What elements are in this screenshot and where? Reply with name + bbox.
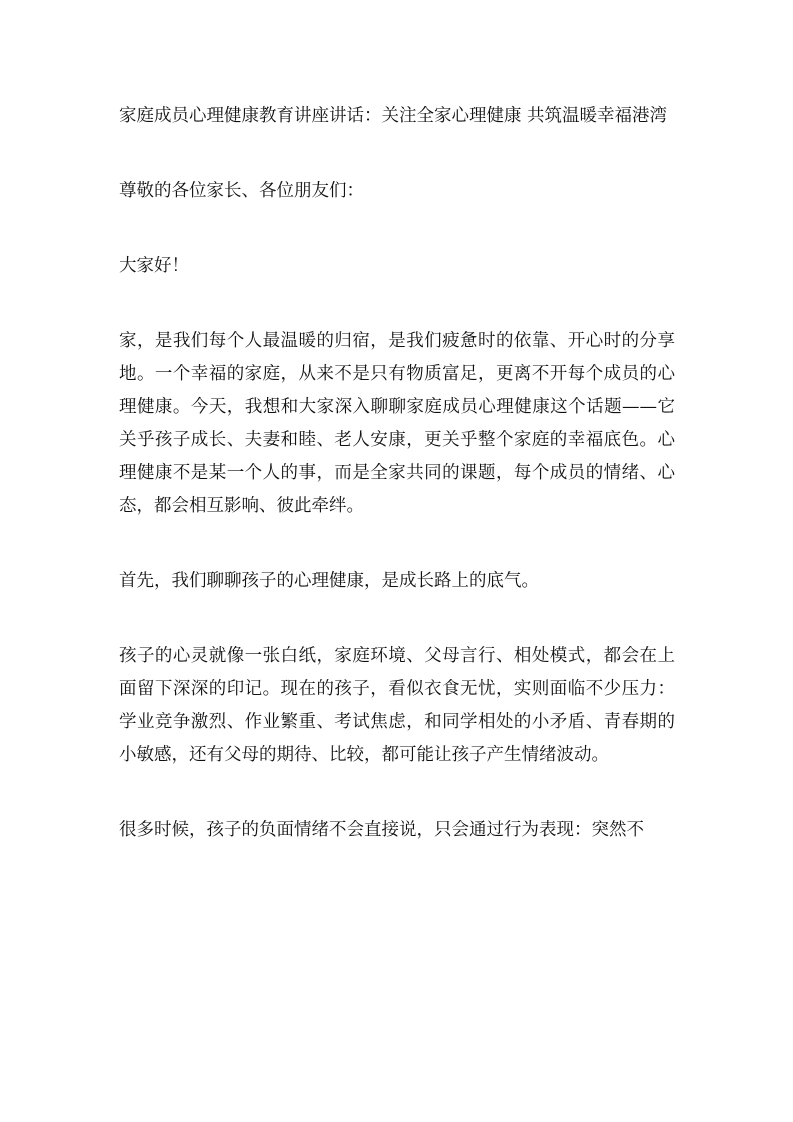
document-title: 家庭成员心理健康教育讲座讲话：关注全家心理健康 共筑温暖幸福港湾 xyxy=(119,106,668,126)
salutation: 尊敬的各位家长、各位朋友们： xyxy=(119,181,364,201)
greeting: 大家好！ xyxy=(119,256,189,276)
document-page xyxy=(119,100,675,847)
body-paragraph: 很多时候，孩子的负面情绪不会直接说，只会通过行为表现：突然不 xyxy=(119,820,644,840)
body-paragraph: 孩子的心灵就像一张白纸，家庭环境、父母言行、相处模式，都会在上面留下深深的印记。现在的孩子，看似衣食无忧，实则面临不少压力：学业竞争激烈、作业繁重、考试焦虑，和同学相处的小矛盾、青春期的小敏感，还有父母的期待、比较，都可能让孩子产生情绪波动。 xyxy=(119,646,675,765)
body-paragraph: 首先，我们聊聊孩子的心理健康，是成长路上的底气。 xyxy=(119,571,539,591)
body-paragraph: 家，是我们每个人最温暖的归宿，是我们疲惫时的依靠、开心时的分享地。一个幸福的家庭，从来不是只有物质富足，更离不开每个成员的心理健康。今天，我想和大家深入聊聊家庭成员心理健康这个话题——它关乎孩子成长、夫妻和睦、老人安康，更关乎整个家庭的幸福底色。心理健康不是某一个人的事，而是全家共同的课题，每个成员的情绪、心态，都会相互影响、彼此牵绊。 xyxy=(119,331,675,516)
